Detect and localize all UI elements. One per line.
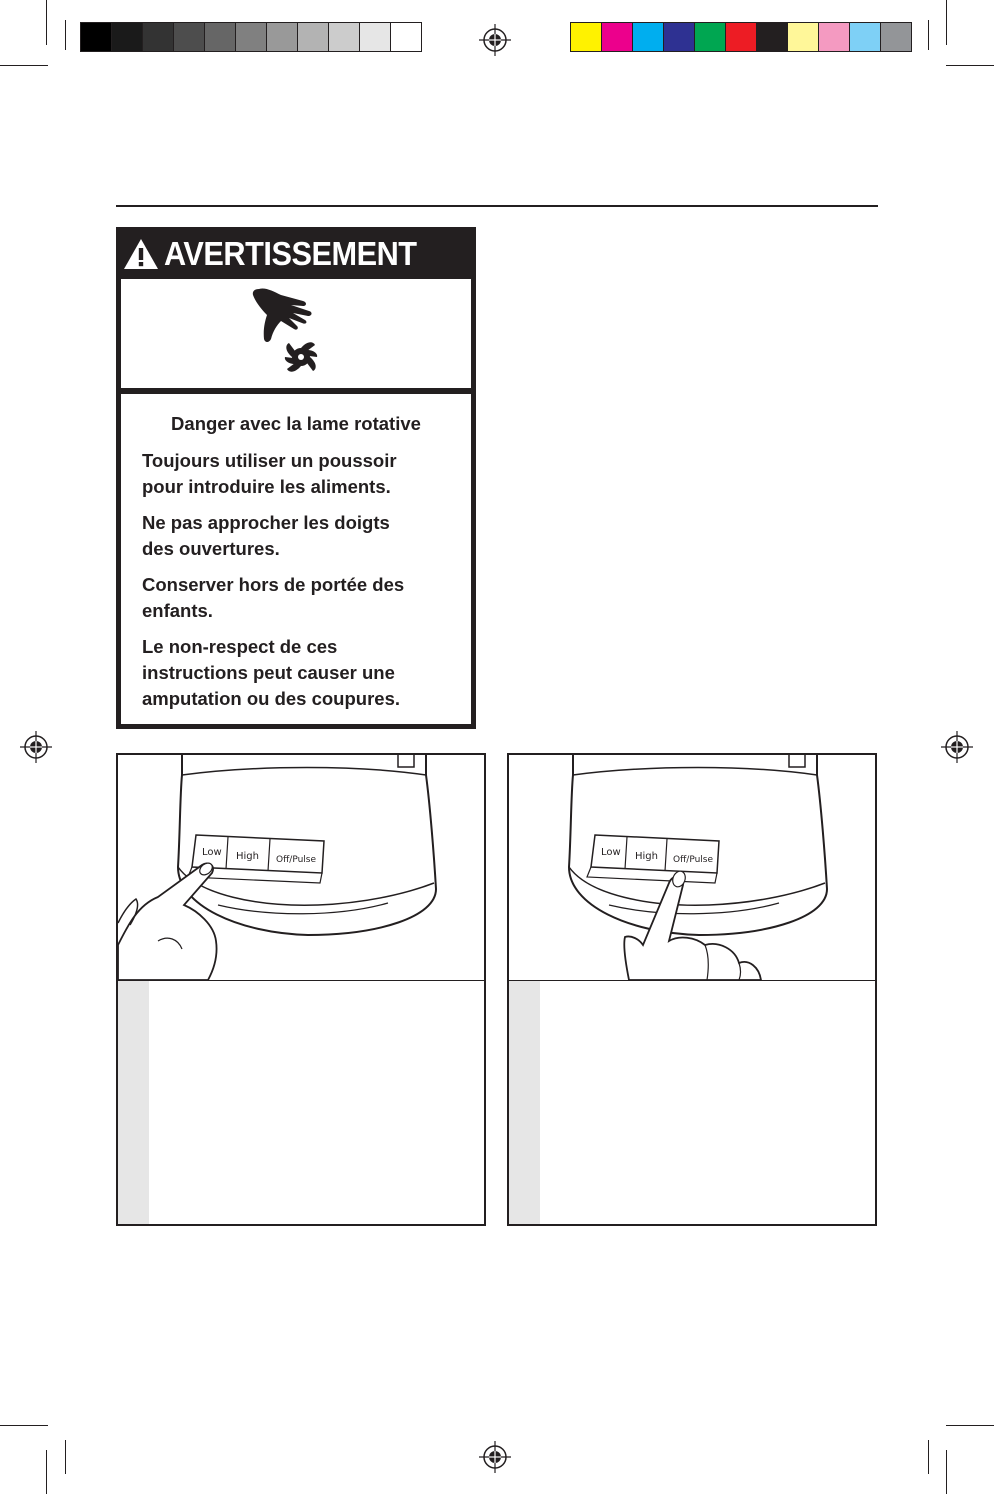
warning-line: Conserver hors de portée des [142,574,405,595]
color-swatch [632,22,664,52]
color-swatch [849,22,881,52]
warning-box [116,227,476,729]
gray-swatch [359,22,391,52]
gray-swatch [80,22,112,52]
registration-mark-icon [941,731,973,763]
color-swatch [880,22,912,52]
color-swatch [756,22,788,52]
step-number-strip [118,981,149,1224]
crop-mark [946,1425,994,1426]
color-swatch [725,22,757,52]
gray-swatch [266,22,298,52]
off-pulse-button-label: Off/Pulse [276,855,317,865]
food-processor-illustration-low [118,755,484,981]
food-processor-illustration-off-pulse [509,755,875,981]
low-button-label: Low [601,847,621,858]
crop-mark [46,0,47,45]
processor-base-off-pulse-button-icon [509,755,875,980]
warning-pictogram-panel [121,279,471,388]
crop-mark [65,20,66,50]
step-panel-right [507,753,877,1226]
crop-mark [46,1450,47,1494]
processor-base-low-button-icon [118,755,484,980]
color-swatch [787,22,819,52]
registration-mark-icon [479,24,511,56]
gray-swatch [204,22,236,52]
warning-line: instructions peut causer une [142,662,395,683]
registration-mark-icon [479,1441,511,1473]
warning-title: AVERTISSEMENT [164,235,417,272]
gray-swatch [111,22,143,52]
crop-mark [946,0,947,45]
color-swatch [663,22,695,52]
step-number-strip [509,981,540,1224]
crop-mark [65,1440,66,1474]
step-panel-left [116,753,486,1226]
crop-mark [946,1450,947,1494]
gray-swatch [173,22,205,52]
low-button-label: Low [202,847,222,858]
crop-mark [928,1440,929,1474]
warning-header [116,227,476,279]
crop-mark [0,1425,48,1426]
crop-mark [946,65,994,66]
gray-swatch [297,22,329,52]
hand-blade-hazard-icon [251,285,346,385]
warning-line: enfants. [142,600,213,621]
crop-mark [928,20,929,50]
warning-line: Ne pas approcher les doigts [142,512,390,533]
registration-mark-icon [20,731,52,763]
color-swatch [818,22,850,52]
color-swatch [601,22,633,52]
crop-mark [0,65,48,66]
color-swatch [570,22,602,52]
gray-swatch [235,22,267,52]
gray-swatch [390,22,422,52]
warning-line: des ouvertures. [142,538,280,559]
high-button-label: High [635,851,658,862]
warning-heading: Danger avec la lame rotative [171,413,421,434]
high-button-label: High [236,851,259,862]
gray-swatch [328,22,360,52]
warning-triangle-icon [122,237,160,271]
gray-swatch [142,22,174,52]
warning-text-panel [121,394,471,724]
warning-line: pour introduire les aliments. [142,476,391,497]
warning-line: amputation ou des coupures. [142,688,400,709]
color-swatch [694,22,726,52]
warning-line: Toujours utiliser un poussoir [142,450,397,471]
warning-line: Le non-respect de ces [142,636,338,657]
off-pulse-button-label: Off/Pulse [673,855,714,865]
header-rule [116,205,878,207]
